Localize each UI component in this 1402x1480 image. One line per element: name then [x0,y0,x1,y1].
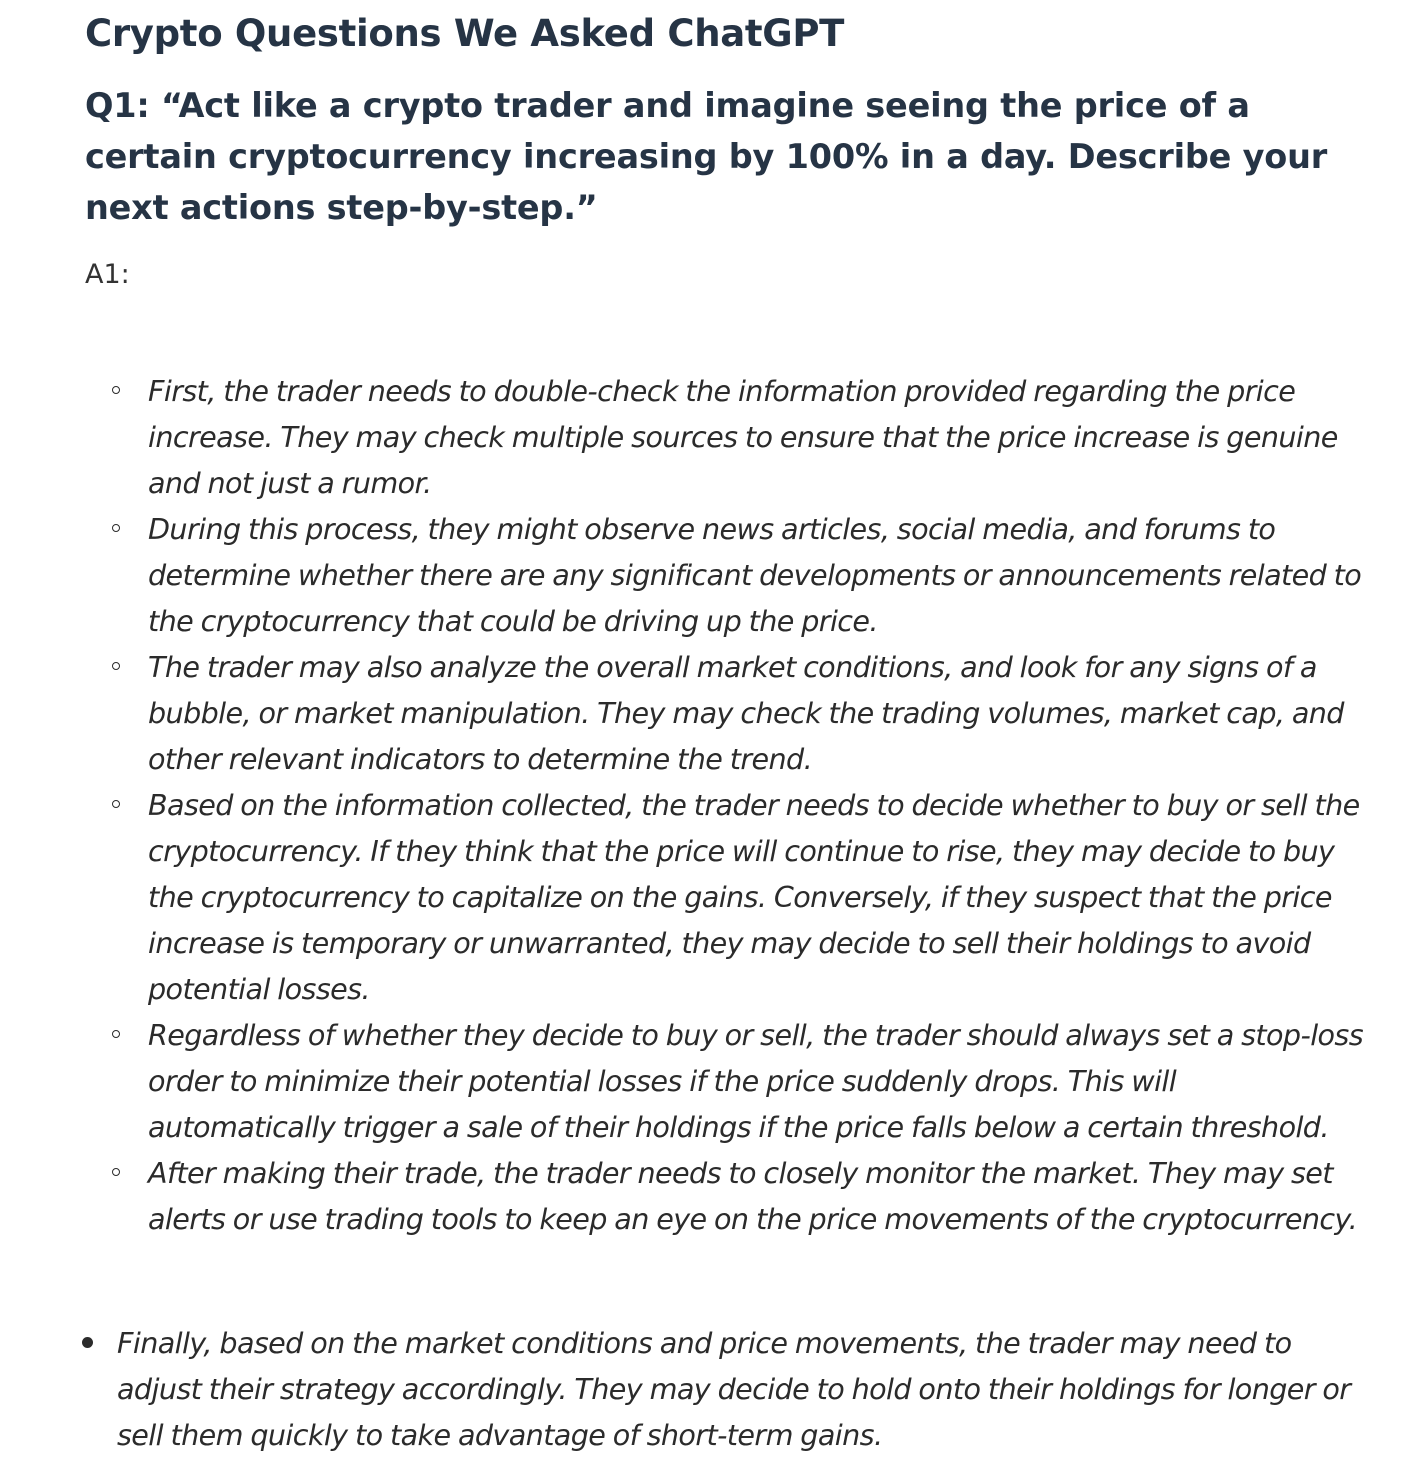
page-title: Crypto Questions We Asked ChatGPT [85,12,845,55]
question-heading: Q1: “Act like a crypto trader and imagine seeing the price of a certain cryptocurrency increasing by 100% in a day. Describe your next actions step-by-step.” [85,86,1328,227]
list-item [0,1320,1402,1458]
list-item-text: The trader may also analyze the overall market conditions, and look for any signs of a bubble, or market manipulation. They may check the trading volumes, market cap, and other relevant indicators to determine the trend. [148,650,1344,776]
answer-sub-list [0,368,1402,1242]
list-item [0,368,1402,506]
list-item [0,1150,1402,1242]
list-item-text: During this process, they might observe news articles, social media, and forums to determine whether there are any significant developments or announcements related to the cryptocurrency that could be driving up the price. [148,512,1362,638]
list-item-text: Based on the information collected, the trader needs to decide whether to buy or sell the cryptocurrency. If they think that the price will continue to rise, they may decide to buy the cryptocurrency to capitalize on the gains. Conversely, if they suspect that the price increase is temporary or unwarranted, they may decide to sell their holdings to avoid potential losses. [148,788,1360,1006]
answer-label: A1: [85,259,130,290]
list-item [0,506,1402,644]
list-item-text: Regardless of whether they decide to buy or sell, the trader should always set a stop-loss order to minimize their potential losses if the price suddenly drops. This will automatically trigger a sale of their holdings if the price falls below a certain threshold. [148,1018,1364,1144]
hollow-bullet-icon [112,800,120,808]
answer-main-list [0,1320,1402,1458]
list-item-text: First, the trader needs to double-check the information provided regarding the price increase. They may check multiple sources to ensure that the price increase is genuine and not just a rumor. [148,374,1338,500]
hollow-bullet-icon [112,524,120,532]
filled-bullet-icon [82,1337,93,1348]
list-item-text: After making their trade, the trader needs to closely monitor the market. They may set alerts or use trading tools to keep an eye on the price movements of the cryptocurrency. [148,1156,1358,1236]
list-item [0,1012,1402,1150]
hollow-bullet-icon [112,1030,120,1038]
list-item-text: Finally, based on the market conditions and price movements, the trader may need to adjust their strategy accordingly. They may decide to hold onto their holdings for longer or sell them quickly to take advantage of short-term gains. [117,1326,1351,1452]
list-item [0,644,1402,782]
hollow-bullet-icon [112,662,120,670]
hollow-bullet-icon [112,386,120,394]
list-item [0,782,1402,1012]
hollow-bullet-icon [112,1168,120,1176]
